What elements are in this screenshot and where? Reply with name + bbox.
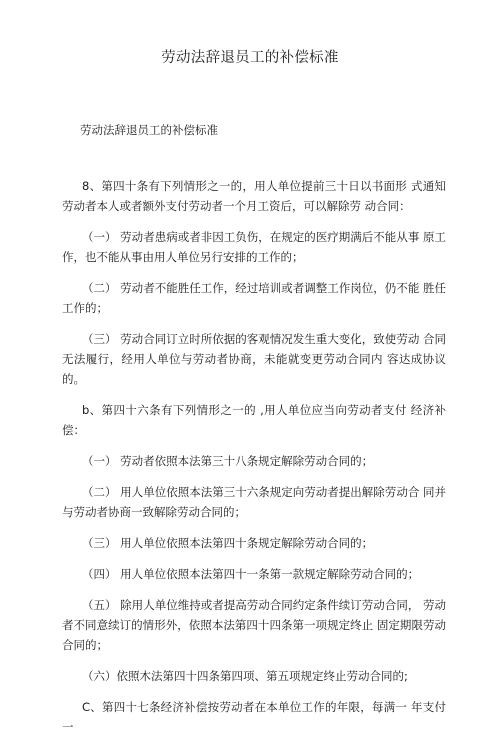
document-title: 劳动法辞退员工的补偿标准 — [161, 50, 339, 66]
document-subtitle: 劳动法辞退员工的补偿标准 — [80, 123, 218, 137]
paragraph-40-item-2: （二） 劳动者不能胜任工作，经过培训或者调整工作岗位，仍不能 胜任工作的； — [62, 281, 446, 315]
paragraph-46-item-6: （六）依照木法第四十四条第四项、第五项规定终止劳动合同的; — [82, 669, 408, 683]
paragraph-46-item-5: （五） 除用人单位维持或者提高劳动合同约定条件续订劳动合同， 劳动者不同意续订的情形外，依照本法第四十四条第一项规定终止 固定期限劳动合同的； — [62, 598, 446, 652]
paragraph-46-item-3: （三） 用人单位依照本法第四十条规定解除劳动合同的； — [82, 536, 374, 550]
paragraph-46-item-2: （二） 用人单位依照本法第三十六条规定向劳动者提出解除劳动合 同并与劳动者协商一致解除劳动合同的； — [62, 485, 446, 519]
paragraph-40-item-3: （三） 劳动合同订立时所依据的客观情况发生重大变化，致使劳动 合同无法履行，经用人单位与劳动者协商，未能就变更劳动合同内 容达成协议的。 — [62, 332, 446, 386]
paragraph-article-46: b、第四十六条有下列情形之一的 ,用人单位应当向劳动者支付 经济补偿： — [62, 403, 446, 437]
paragraph-article-40: 8、第四十条有下列情形之一的，用人单位提前三十日以书面形 式通知劳动者本人或者额外支付劳动者一个月工资后，可以解除劳 动合同： — [62, 179, 446, 213]
paragraph-46-item-1: （一） 劳动者依照本法第三十八条规定解除劳动合同的； — [82, 454, 374, 468]
document-body — [62, 176, 446, 748]
paragraph-article-47: C、第四十七条经济补偿按劳动者在本单位工作的年限，每满一 年支付一 — [62, 700, 446, 734]
paragraph-46-item-4: （四） 用人单位依照本法第四十一条第一款规定解除劳动合同的； — [82, 567, 420, 581]
paragraph-40-item-1: （一） 劳动者患病或者非因工负伤，在规定的医疗期满后不能从事 原工作，也不能从事由用人单位另行安排的工作的； — [62, 230, 446, 264]
